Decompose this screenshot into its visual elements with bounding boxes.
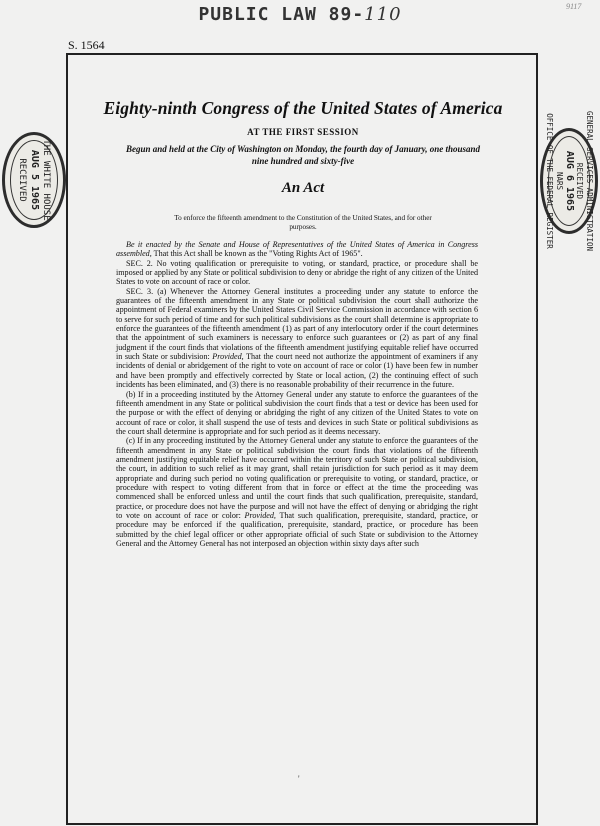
section-3c-text: (c) If in any proceeding instituted by the Attorney General under any statute to enforce the guarantees of the fifteenth amendment in any State or political subdivision the court finds that violations of the fifteenth amendment justifying equitable relief have occurred within the territory of such State or political subdivision, the court, in addition to such relief as it may grant, shall retain jurisdiction for such period as it may deem appropriate and during such period no voting qualification or prerequisite to voting, or standard, practice, or procedure with respect to voting different from that in force or effect at the time the proceeding was commenced shall be enforced unless and until the court finds that such qualification, prerequisite, standard, practice, or procedure does not have the purpose and will not have the effect of denying or abridging the right to vote on account of race or color:	[116, 436, 478, 520]
proviso-2: Provided,	[244, 510, 276, 520]
session-line: AT THE FIRST SESSION	[247, 127, 359, 137]
enacting-paragraph	[116, 240, 478, 259]
begun-held-line: Begun and held at the City of Washington on Monday, the fourth day of January, one thousand nine hundred and sixty-five	[125, 144, 481, 166]
public-law-header	[0, 4, 600, 25]
section-3a-text: SEC. 3. (a) Whenever the Attorney General institutes a proceeding under any statute to enforce the guarantees of the fifteenth amendment in any State or political subdivision the court shall authorize the appointment of Federal examiners by the United States Civil Service Commission in accordance with section 6 to serve for such period of time and for such political subdivisions as the court shall determine is appropriate to enforce the guarantees of the fifteenth amendment (1) as part of any interlocutory order if the court determines that the appointment of such examiners is necessary to enforce such guarantees or (2) as part of any final judgment if the court finds that violations of the fifteenth amendment justifying equitable relief have occurred in such State or subdivision:	[116, 286, 478, 362]
corner-note: 9117	[566, 2, 582, 11]
act-body	[116, 240, 478, 548]
stamp-left-date: AUG 5 1965	[29, 149, 40, 211]
public-law-prefix: PUBLIC LAW 89-	[198, 4, 365, 25]
enacting-clause: Be it enacted by the Senate and House of Representatives of the United States of America in Congress assembled,	[116, 240, 478, 259]
act-purpose: To enforce the fifteenth amendment to the Constitution of the United States, and for other purposes.	[174, 214, 432, 231]
proviso: Provided,	[212, 352, 244, 362]
stamp-right-line1: GENERAL SERVICES ADMINISTRATION	[585, 111, 594, 251]
gsa-received-stamp	[540, 111, 598, 251]
section-3b: (b) If in a proceeding instituted by the Attorney General under any statute to enforce the guarantees of the fifteenth amendment in any State or political subdivision the court finds that a test or device has been used for the purpose or with the effect of denying or abridging the right of any citizen of the United States to vote on account of race or color, it shall suspend the use of tests and devices in such State or political subdivisions as the court shall determine is appropriate and for such period as it deems necessary.	[116, 389, 478, 436]
section-3a	[116, 287, 478, 390]
short-title: That this Act shall be known as the "Voting Rights Act of 1965".	[151, 249, 363, 259]
stamp-left-line3: RECEIVED	[17, 158, 27, 202]
act-heading: An Act	[281, 180, 325, 196]
stamp-right-line4: NARS	[555, 171, 564, 191]
bill-number: S. 1564	[68, 38, 105, 52]
section-2: SEC. 2. No voting qualification or prerequisite to voting, or standard, practice, or procedure shall be imposed or applied by any State or political subdivision to deny or abridge the right of any citizen of the United States to vote on account of race or color.	[116, 258, 478, 287]
section-3c	[116, 436, 478, 548]
white-house-received-stamp	[2, 132, 66, 228]
congress-title: Eighty-ninth Congress of the United States of America	[103, 98, 503, 118]
stamp-right-line5: OFFICE OF THE FEDERAL REGISTER	[545, 113, 554, 249]
page-tick-mark: '	[298, 774, 300, 784]
section-3c-proviso-text: That such qualification, prerequisite, standard, practice, or procedure may be enforced if the qualification, prerequisite, standard, practice, or procedure has been submitted by the chief legal officer or other appropriate official of such State or subdivision to the Attorney General and the Attorney General has not interposed an objection within sixty days after such	[116, 510, 478, 548]
stamp-right-date: AUG 6 1965	[564, 150, 575, 212]
public-law-number: 110	[364, 4, 402, 25]
stamp-left-line1: THE WHITE HOUSE	[41, 139, 51, 221]
section-3a-proviso-text: That the court need not authorize the appointment of examiners if any incidents of denial or abridgement of the right to vote on account of race or color (1) have been few in number and have been promptly and effectively corrected by State or local action, (2) the continuing effect of such incidents has been eliminated, and (3) there is no reasonable probability of their recurrence in the future.	[116, 352, 479, 390]
stamp-right-line2: RECEIVED	[575, 162, 584, 200]
